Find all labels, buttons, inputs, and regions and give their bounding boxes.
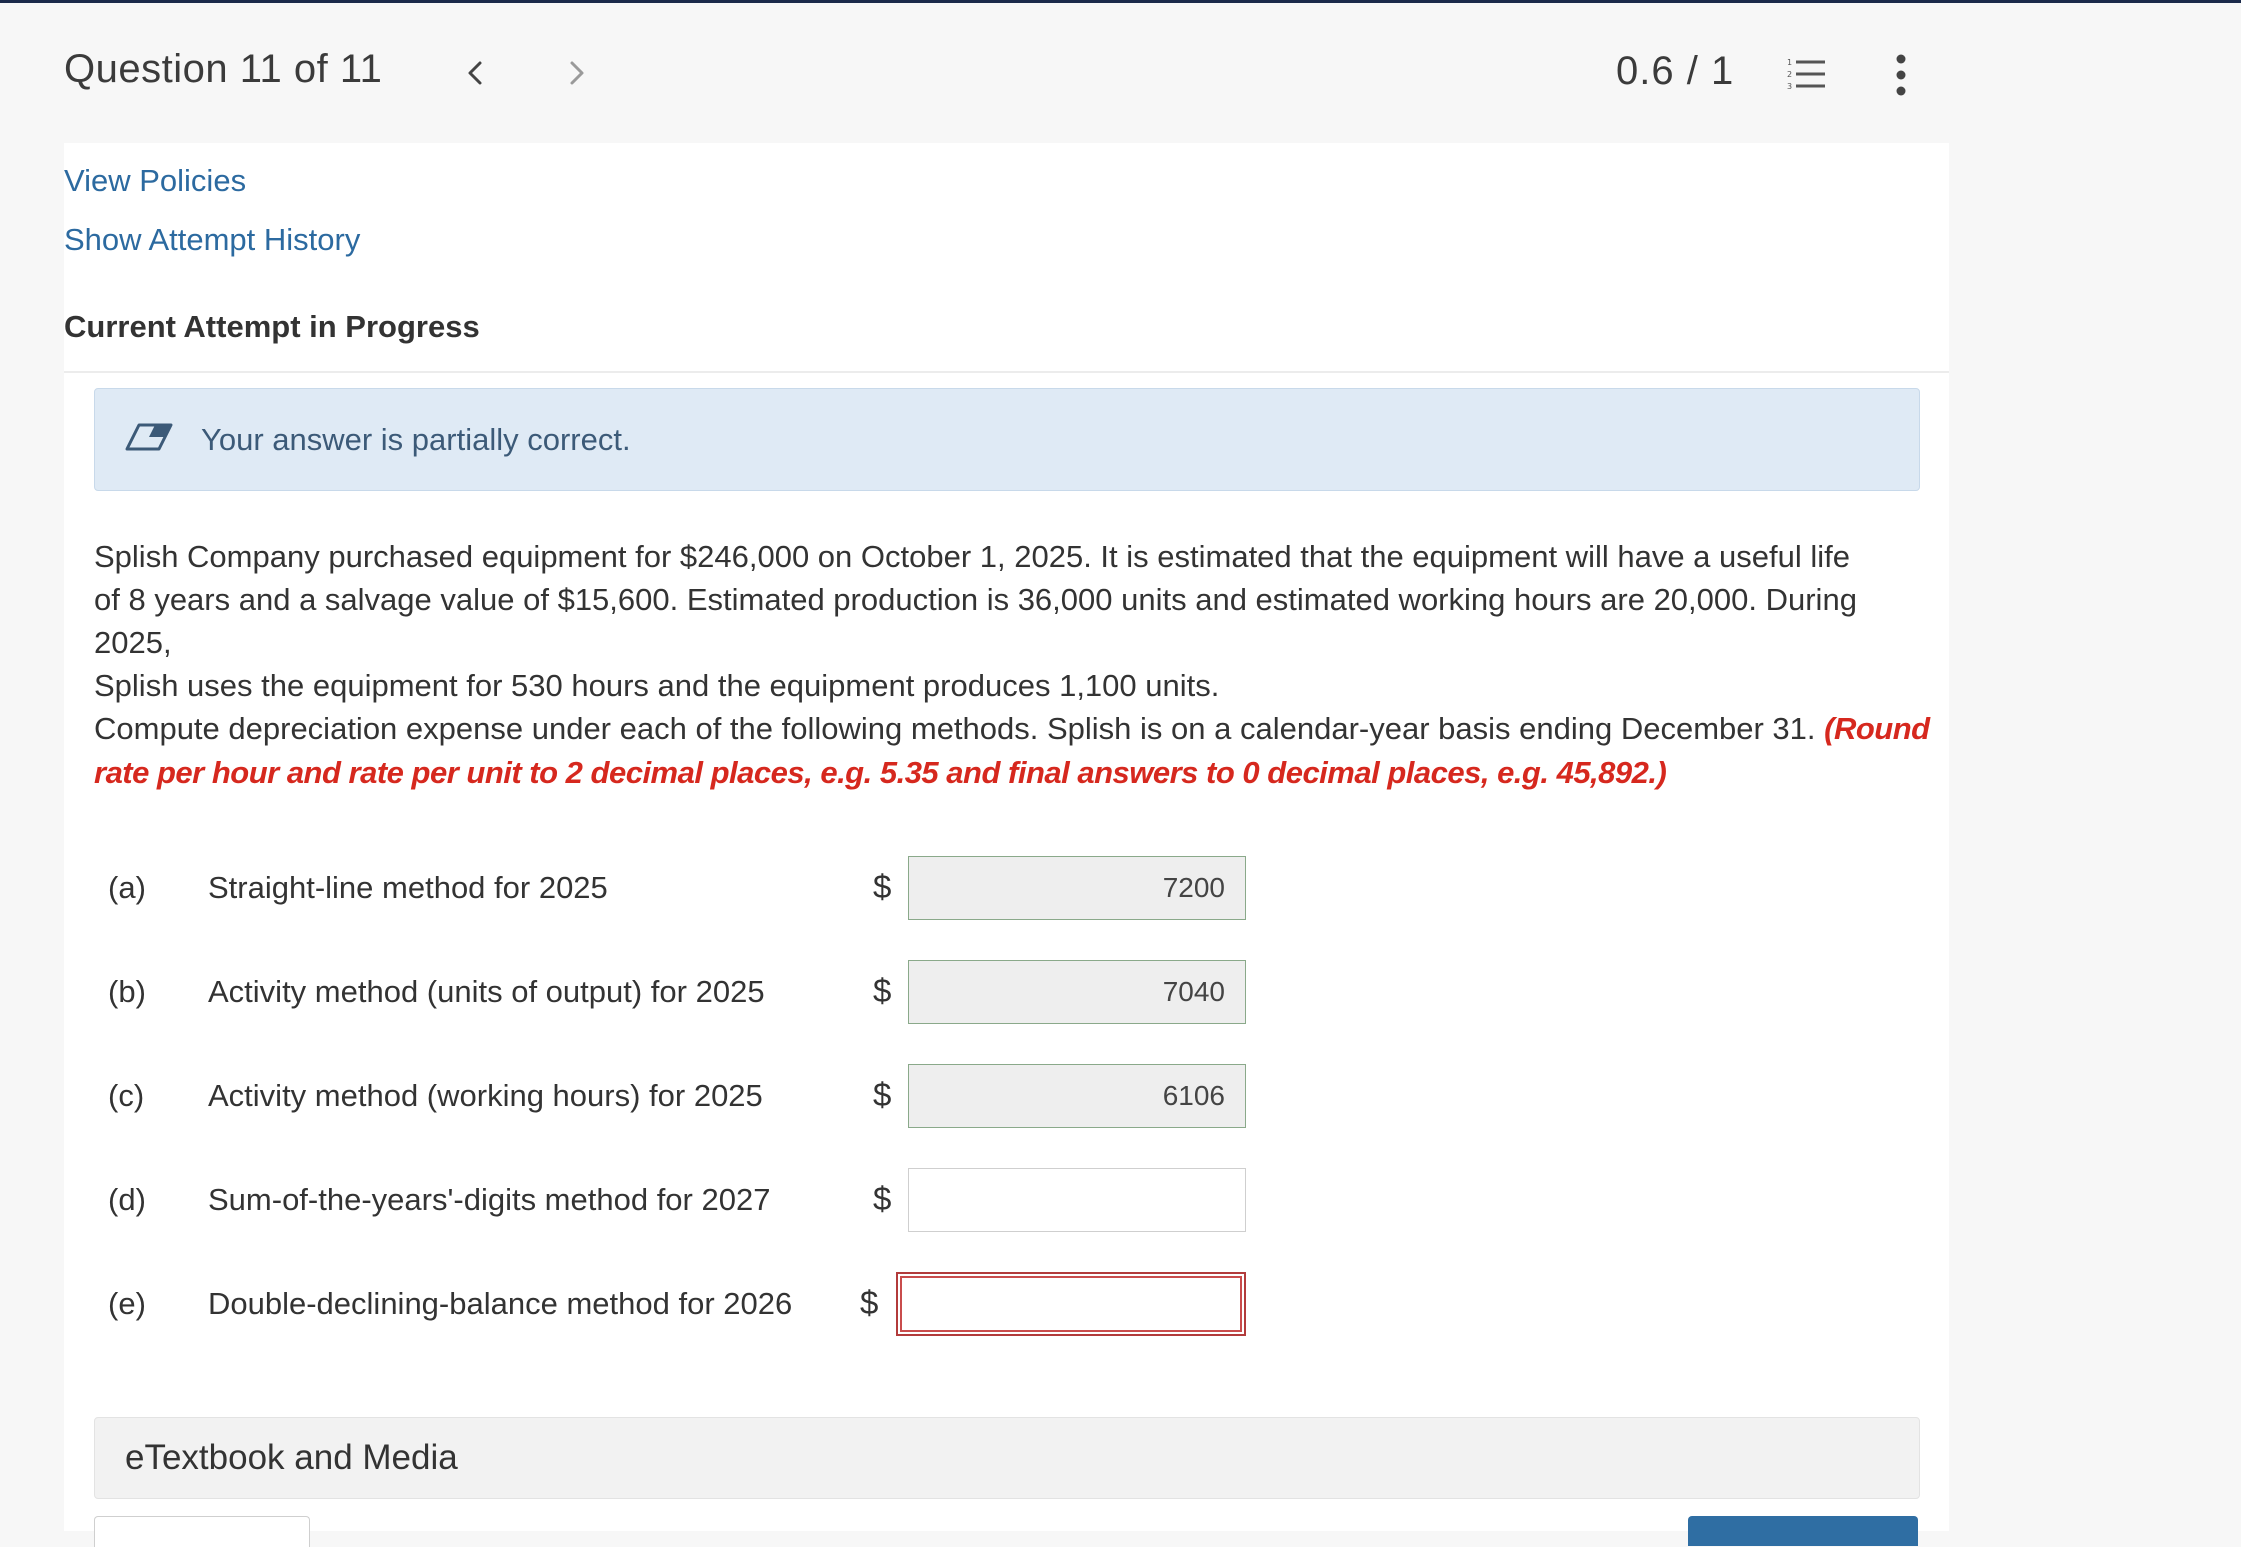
- view-policies-link[interactable]: View Policies: [64, 163, 247, 198]
- problem-line: of 8 years and a salvage value of $15,600. Estimated production is 36,000 units and estimated working hours are 20,000. During 2025,: [94, 582, 1857, 660]
- etextbook-media-toggle[interactable]: [94, 1417, 1920, 1499]
- row-letter: (b): [108, 974, 146, 1009]
- row-label: Sum-of-the-years'-digits method for 2027: [208, 1182, 771, 1217]
- feedback-message: Your answer is partially correct.: [201, 422, 631, 457]
- currency-symbol: $: [873, 1076, 892, 1113]
- divider: [64, 371, 1949, 373]
- attempt-heading: Current Attempt in Progress: [64, 309, 480, 344]
- answer-input-a[interactable]: [908, 856, 1246, 920]
- question-header: [0, 3, 2241, 143]
- row-letter: (d): [108, 1182, 146, 1217]
- answer-input-d[interactable]: [908, 1168, 1246, 1232]
- show-attempt-history-link[interactable]: Show Attempt History: [64, 222, 361, 257]
- currency-symbol: $: [860, 1284, 879, 1321]
- answer-input-e[interactable]: [896, 1272, 1246, 1336]
- submit-button[interactable]: [1688, 1516, 1918, 1546]
- currency-symbol: $: [873, 972, 892, 1009]
- svg-text:2: 2: [1787, 70, 1793, 79]
- instructions-text: Compute depreciation expense under each of the following methods. Splish is on a calendar-year basis ending December 31.: [94, 711, 1816, 746]
- problem-line: Splish Company purchased equipment for $246,000 on October 1, 2025. It is estimated that the equipment will have a useful life: [94, 539, 1850, 574]
- answer-row-e: [64, 1272, 1364, 1338]
- answer-row-a: [64, 856, 1364, 922]
- numbered-list-icon[interactable]: [1786, 55, 1826, 95]
- feedback-banner: [94, 388, 1920, 491]
- eraser-icon: [125, 419, 173, 455]
- answer-input-b[interactable]: [908, 960, 1246, 1024]
- problem-statement: [94, 535, 1934, 707]
- answer-input-c[interactable]: [908, 1064, 1246, 1128]
- chevron-right-icon[interactable]: [564, 53, 590, 93]
- etextbook-media-label: eTextbook and Media: [125, 1438, 458, 1477]
- row-label: Activity method (units of output) for 2025: [208, 974, 765, 1009]
- row-letter: (c): [108, 1078, 145, 1113]
- row-letter: (a): [108, 870, 146, 905]
- rounding-note: (Round rate per hour and rate per unit to 2 decimal places, e.g. 5.35 and final answers to 0 decimal places, e.g. 45,892.): [94, 711, 1930, 790]
- chevron-left-icon[interactable]: [462, 53, 488, 93]
- question-title: Question 11 of 11: [64, 47, 383, 91]
- instructions: [94, 707, 1954, 795]
- currency-symbol: $: [873, 868, 892, 905]
- svg-text:1: 1: [1787, 58, 1793, 67]
- row-label: Double-declining-balance method for 2026: [208, 1286, 793, 1321]
- answer-row-d: [64, 1168, 1364, 1234]
- problem-line: Splish uses the equipment for 530 hours and the equipment produces 1,100 units.: [94, 668, 1220, 703]
- secondary-button[interactable]: [94, 1516, 310, 1547]
- row-letter: (e): [108, 1286, 146, 1321]
- currency-symbol: $: [873, 1180, 892, 1217]
- more-vertical-icon[interactable]: [1888, 51, 1914, 99]
- score-display: 0.6 / 1: [1616, 49, 1735, 93]
- svg-text:3: 3: [1787, 82, 1793, 91]
- row-label: Activity method (working hours) for 2025: [208, 1078, 763, 1113]
- row-label: Straight-line method for 2025: [208, 870, 608, 905]
- answer-row-b: [64, 960, 1364, 1026]
- question-panel: [64, 143, 1949, 1531]
- answer-row-c: [64, 1064, 1364, 1130]
